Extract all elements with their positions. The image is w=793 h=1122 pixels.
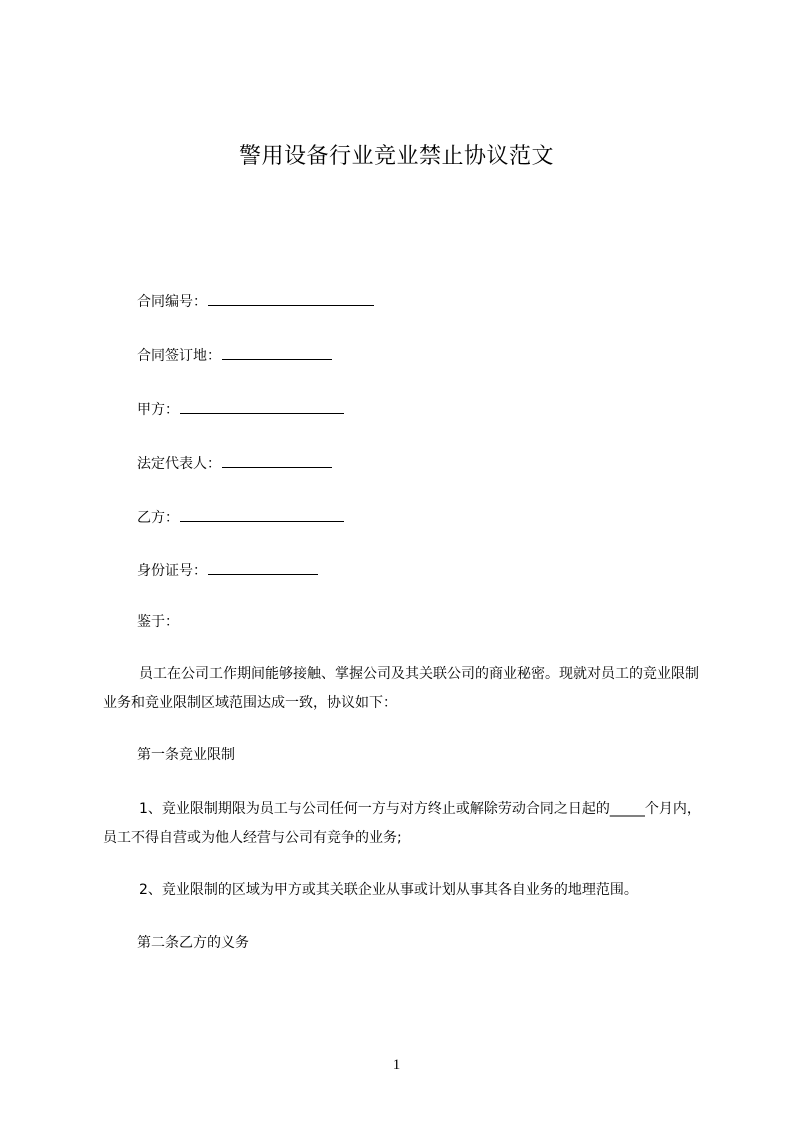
party-a-field bbox=[137, 399, 344, 420]
party-b-blank[interactable] bbox=[180, 507, 344, 522]
id-number-field bbox=[137, 560, 318, 581]
contract-number-field bbox=[137, 291, 374, 312]
document-title: 警用设备行业竞业禁止协议范文 bbox=[238, 144, 554, 169]
party-a-label: 甲方： bbox=[137, 402, 179, 418]
id-number-blank[interactable] bbox=[208, 560, 318, 575]
article-1-item-2-text: 2、竞业限制的区域为甲方或其关联企业从事或计划从事其各自业务的地理范围。 bbox=[139, 882, 638, 898]
signing-place-field bbox=[137, 345, 332, 366]
legal-representative-label: 法定代表人： bbox=[137, 456, 221, 472]
whereas-label: 鉴于： bbox=[137, 614, 179, 630]
contract-number-blank[interactable] bbox=[208, 291, 374, 306]
article-1-item-1-text: 1、竞业限制期限为员工与公司任何一方与对方终止或解除劳动合同之日起的_____个月内，员工不得自营或为他人经营与公司有竞争的业务; bbox=[103, 801, 701, 846]
signing-place-blank[interactable] bbox=[222, 345, 332, 360]
page-number: 1 bbox=[392, 1057, 401, 1073]
legal-representative-field bbox=[137, 453, 332, 474]
article-1-item-2 bbox=[103, 876, 703, 905]
article-1-heading: 第一条竞业限制 bbox=[137, 747, 235, 763]
party-b-field bbox=[137, 507, 344, 528]
intro-paragraph bbox=[103, 660, 703, 718]
party-b-label: 乙方： bbox=[137, 510, 179, 526]
article-1-item-1 bbox=[103, 795, 703, 853]
contract-number-label: 合同编号： bbox=[137, 294, 207, 310]
article-2-heading: 第二条乙方的义务 bbox=[137, 935, 249, 951]
id-number-label: 身份证号： bbox=[137, 563, 207, 579]
legal-representative-blank[interactable] bbox=[222, 453, 332, 468]
signing-place-label: 合同签订地： bbox=[137, 348, 221, 364]
intro-text: 员工在公司工作期间能够接触、掌握公司及其关联公司的商业秘密。现就对员工的竞业限制业务和竞业限制区域范围达成一致，协议如下： bbox=[103, 666, 699, 711]
party-a-blank[interactable] bbox=[180, 399, 344, 414]
